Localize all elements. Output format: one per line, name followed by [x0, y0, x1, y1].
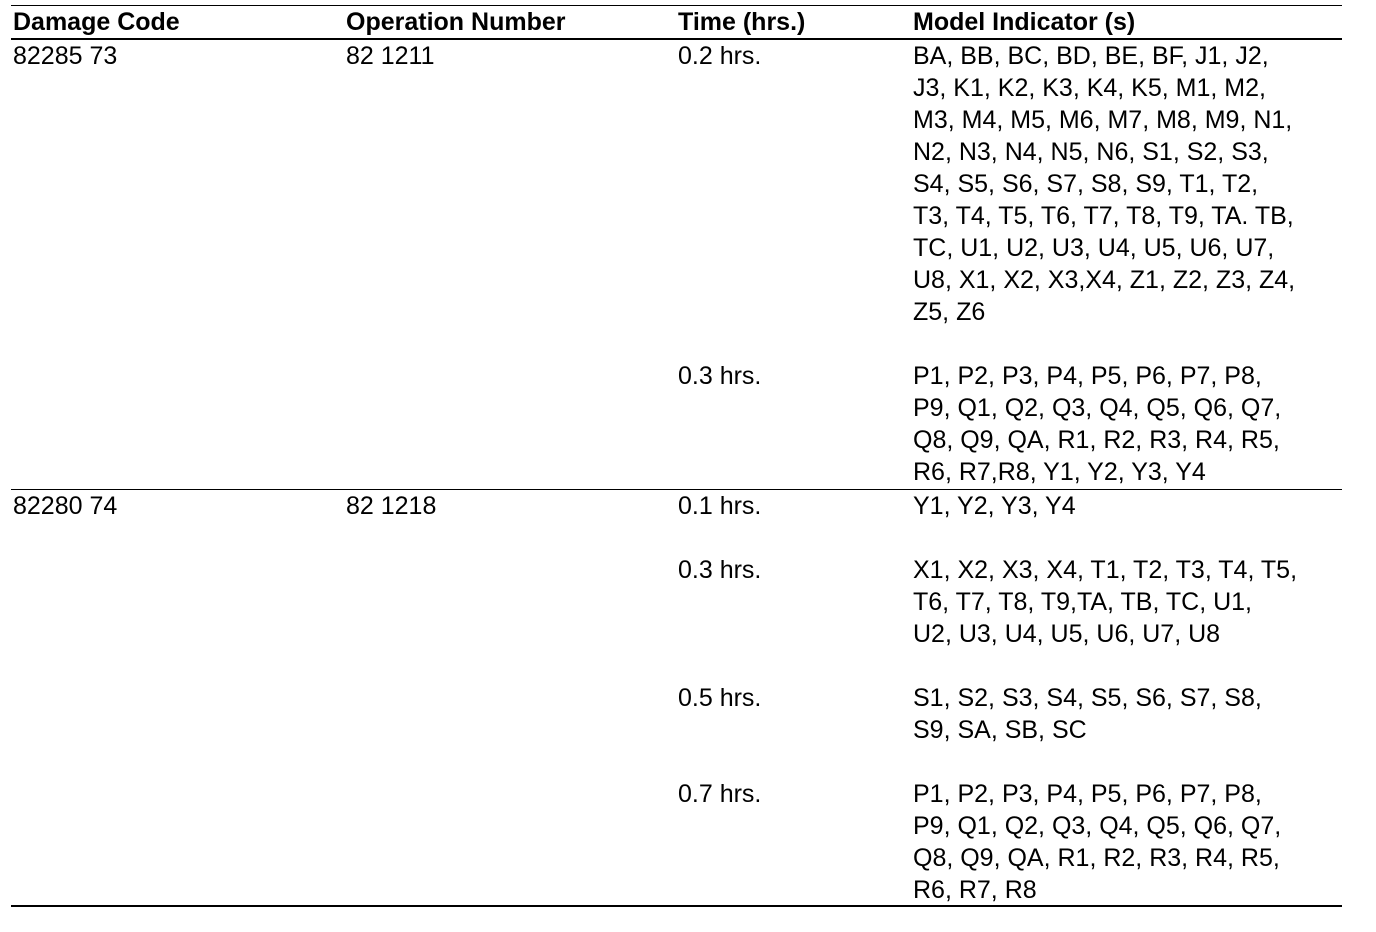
time-value: 0.7 hrs. [678, 780, 762, 808]
model-line: BA, BB, BC, BD, BE, BF, J1, J2, [913, 42, 1269, 70]
model-line: S4, S5, S6, S7, S8, S9, T1, T2, [913, 170, 1259, 198]
model-indicator-list [913, 490, 1343, 522]
time-value: 0.3 hrs. [678, 362, 762, 390]
header-time: Time (hrs.) [678, 8, 806, 36]
model-line: U2, U3, U4, U5, U6, U7, U8 [913, 620, 1221, 648]
damage-code: 82280 74 [13, 492, 118, 520]
model-line: P1, P2, P3, P4, P5, P6, P7, P8, [913, 780, 1262, 808]
labor-time-table [11, 0, 1342, 907]
model-indicator-list [913, 682, 1343, 746]
table-header [11, 0, 1342, 40]
model-line: R6, R7, R8 [913, 876, 1037, 904]
model-line: Q8, Q9, QA, R1, R2, R3, R4, R5, [913, 844, 1280, 872]
time-value: 0.3 hrs. [678, 556, 762, 584]
model-line: P1, P2, P3, P4, P5, P6, P7, P8, [913, 362, 1262, 390]
model-line: P9, Q1, Q2, Q3, Q4, Q5, Q6, Q7, [913, 394, 1282, 422]
model-indicator-list [913, 554, 1343, 650]
model-indicator-list [913, 40, 1343, 328]
operation-number: 82 1211 [346, 42, 435, 70]
time-value: 0.2 hrs. [678, 42, 762, 70]
model-line: TC, U1, U2, U3, U4, U5, U6, U7, [913, 234, 1275, 262]
model-line: Q8, Q9, QA, R1, R2, R3, R4, R5, [913, 426, 1280, 454]
model-line: M3, M4, M5, M6, M7, M8, M9, N1, [913, 106, 1293, 134]
model-line: T6, T7, T8, T9,TA, TB, TC, U1, [913, 588, 1253, 616]
header-damage-code: Damage Code [13, 8, 180, 36]
model-line: T3, T4, T5, T6, T7, T8, T9, TA. TB, [913, 202, 1294, 230]
table-row [11, 40, 1342, 490]
model-line: X1, X2, X3, X4, T1, T2, T3, T4, T5, [913, 556, 1298, 584]
model-indicator-list [913, 360, 1343, 488]
model-line: R6, R7,R8, Y1, Y2, Y3, Y4 [913, 458, 1206, 486]
model-line: N2, N3, N4, N5, N6, S1, S2, S3, [913, 138, 1269, 166]
model-line: S9, SA, SB, SC [913, 716, 1087, 744]
model-indicator-list [913, 778, 1343, 906]
operation-number: 82 1218 [346, 492, 437, 520]
model-line: Y1, Y2, Y3, Y4 [913, 492, 1076, 520]
model-line: U8, X1, X2, X3,X4, Z1, Z2, Z3, Z4, [913, 266, 1296, 294]
time-value: 0.5 hrs. [678, 684, 762, 712]
header-operation-number: Operation Number [346, 8, 566, 36]
damage-code: 82285 73 [13, 42, 118, 70]
model-line: S1, S2, S3, S4, S5, S6, S7, S8, [913, 684, 1262, 712]
model-line: P9, Q1, Q2, Q3, Q4, Q5, Q6, Q7, [913, 812, 1282, 840]
table-row [11, 490, 1342, 907]
time-value: 0.1 hrs. [678, 492, 762, 520]
model-line: Z5, Z6 [913, 298, 986, 326]
model-line: J3, K1, K2, K3, K4, K5, M1, M2, [913, 74, 1266, 102]
header-model-indicator: Model Indicator (s) [913, 8, 1136, 36]
